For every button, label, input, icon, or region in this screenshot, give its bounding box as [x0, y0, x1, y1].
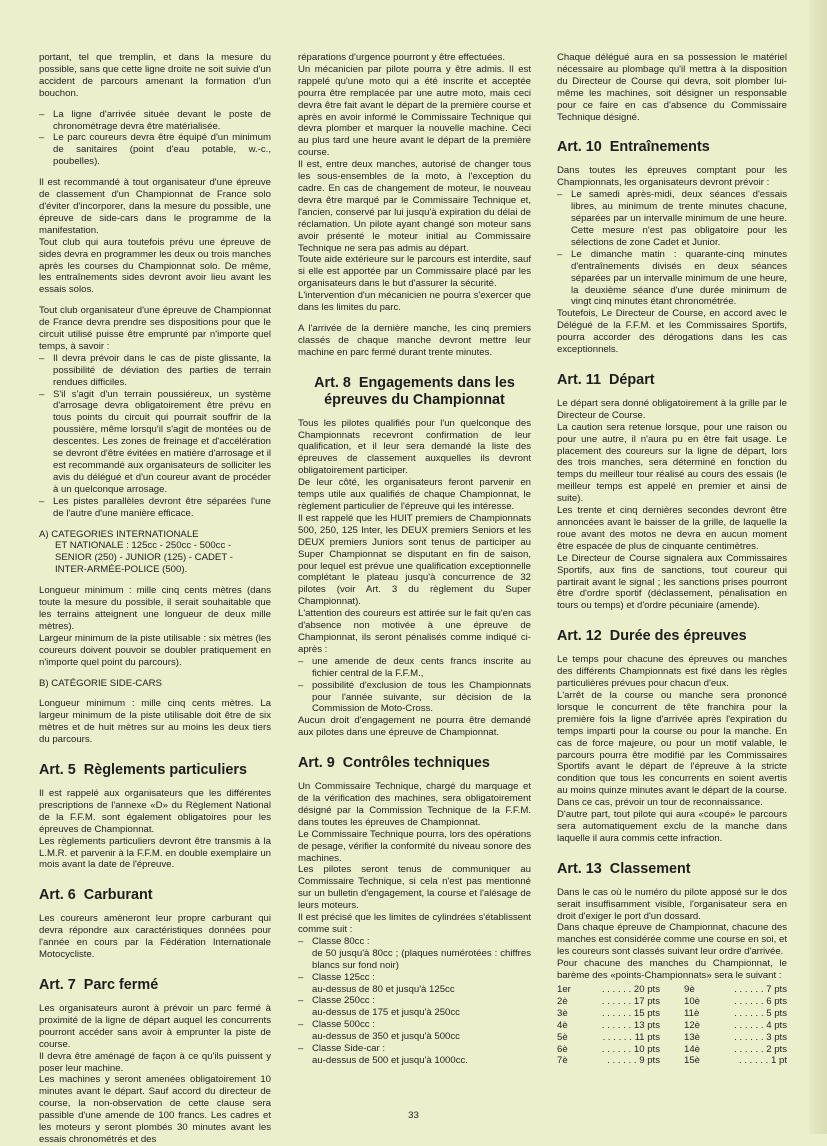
- points-table: [557, 984, 787, 1067]
- list-item: – Classe 125cc :: [298, 971, 375, 983]
- paragraph: Les règlements particuliers devront être transmis à la L.M.R. et parvenir à la F.F.M. en double exemplaire un mois avant la date de l'épreuve.: [39, 835, 271, 871]
- column-right: [557, 52, 787, 1067]
- category-b-title: B) CATÉGORIE SIDE-CARS: [39, 677, 162, 689]
- paragraph: Le départ sera donné obligatoirement à la grille par le Directeur de Course.: [557, 397, 787, 421]
- paragraph: réparations d'urgence pourront y être effectuées.: [298, 52, 505, 63]
- list-item: – Classe 500cc :: [298, 1019, 375, 1031]
- class-description: au-dessus de 350 et jusqu'à 500cc: [312, 1031, 460, 1043]
- paragraph: Il est précisé que les limites de cylindrées s'établissent comme suit :: [298, 912, 531, 935]
- table-row: 5è . . . . . . 11 pts: [557, 1031, 660, 1043]
- dash-list: [557, 189, 787, 308]
- paragraph: Les machines y seront amenées obligatoirement 10 minutes avant le départ. Sauf accord du directeur de course, la non-observation de cette clause sera passible d'une amende de 100 francs. Les cadres et les moteurs y seront plombés 30 minutes avant les essais chronométrés et des: [39, 1074, 271, 1145]
- dash-list: [39, 353, 271, 520]
- category-a-title: A) CATEGORIES INTERNATIONALE: [39, 528, 199, 540]
- dash-bullet-icon: –: [298, 935, 304, 947]
- dash-bullet-icon: –: [39, 108, 45, 120]
- dash-list: [39, 109, 271, 169]
- paragraph: Longueur minimum : mille cinq cents mètres. La largeur minimum de la piste utilisable doit être de six mètres et de huit mètres sur au moins les deux tiers du parcours.: [39, 698, 271, 746]
- dash-bullet-icon: –: [298, 655, 304, 667]
- class-description: au-dessus de 500 et jusqu'à 1000cc.: [312, 1054, 468, 1066]
- table-row: 12è . . . . . . 4 pts: [684, 1019, 787, 1031]
- table-row: 11è . . . . . . 5 pts: [684, 1007, 787, 1019]
- dash-bullet-icon: –: [557, 248, 563, 260]
- paragraph: Tous les pilotes qualifiés pour l'un quelconque des Championnats recevront confirmation de leur qualification, et il leur sera demandé la liste des épreuves de classement auxquelles ils devront obligatoirement participer.: [298, 417, 531, 477]
- paragraph: Dans le cas où le numéro du pilote apposé sur le dos serait insuffisamment visible, l'organisateur sera en droit d'exiger le port d'un dossard.: [557, 886, 787, 922]
- dash-bullet-icon: –: [39, 132, 45, 144]
- dash-bullet-icon: –: [298, 971, 304, 983]
- page-edge-shadow: [809, 0, 827, 1134]
- list-item: – La ligne d'arrivée située devant le poste de chronométrage devra être matérialisée.: [39, 108, 271, 132]
- paragraph: Le Directeur de Course signalera aux Commissaires Sportifs, aux fins de sanctions, tout coureur qui partirait avant le signal ; les sanctions prises pourront être d'ordre sportif (déclassement, pénalisation en tours ou temps) et d'ordre pécuniaire (amende).: [557, 552, 787, 612]
- dash-bullet-icon: –: [39, 388, 45, 400]
- list-item: – Classe 80cc :: [298, 935, 370, 947]
- table-row: 3è . . . . . . 15 pts: [557, 1007, 660, 1019]
- class-description: au-dessus de 175 et jusqu'à 250cc: [312, 1007, 460, 1019]
- class-description: de 50 jusqu'à 80cc ; (plaques numérotées : chiffres blancs sur fond noir): [312, 947, 531, 971]
- paragraph: L'attention des coureurs est attirée sur le fait qu'en cas d'absence non motivée à une épreuve de Championnat, ils seront pénalisés comme indiqué ci-après :: [298, 608, 531, 655]
- table-row: 14è . . . . . . 2 pts: [684, 1043, 787, 1055]
- list-item: – Les pistes parallèles devront être séparées l'une de l'autre d'une manière efficace.: [39, 495, 271, 519]
- paragraph: Il est rappelé aux organisateurs que les différentes prescriptions de l'annexe «D» du Règlement National de la F.F.M. sont également obligatoires pour les épreuves de Championnat.: [39, 788, 271, 835]
- category-a-classes: ET NATIONALE : 125cc - 250cc - 500cc - SENIOR (250) - JUNIOR (125) - CADET - INTER-ARMÉE-POLICE (500).: [55, 540, 233, 576]
- table-row: 15è . . . . . . 1 pt: [684, 1055, 787, 1067]
- dash-bullet-icon: –: [298, 995, 304, 1007]
- article-8-heading: Art. 8 Engagements dans les épreuves du Championnat: [314, 374, 515, 408]
- paragraph: Les organisateurs auront à prévoir un parc fermé à proximité de la ligne de départ auquel les concurrents pourront accéder sans avoir à emprunter la piste de course.: [39, 1003, 271, 1050]
- article-13-heading: Art. 13 Classement: [557, 860, 691, 877]
- table-row: 6è . . . . . . 10 pts: [557, 1043, 660, 1055]
- table-row: 1er . . . . . . 20 pts: [557, 984, 660, 995]
- paragraph: Le temps pour chacune des épreuves ou manches des différents Championnats est fixé dans les règles particulières prévues pour chacun d'eux.: [557, 654, 787, 690]
- paragraph: Toutefois, Le Directeur de Course, en accord avec le Délégué de la F.F.M. et les Commissaires Sportifs, pourra accorder des dérogations dans les cas exceptionnels.: [557, 308, 787, 356]
- dash-bullet-icon: –: [39, 495, 45, 507]
- paragraph: Dans toutes les épreuves comptant pour les Championnats, les organisateurs devront prévoir :: [557, 165, 787, 189]
- dash-bullet-icon: –: [557, 189, 563, 201]
- dash-bullet-icon: –: [298, 1019, 304, 1031]
- paragraph: Un Commissaire Technique, chargé du marquage et de la vérification des machines, sera obligatoirement désigné par la Commission Technique de la F.F.M. dans toutes les épreuves de Championnat.: [298, 781, 531, 828]
- paragraph: L'arrêt de la course ou manche sera prononcé lorsque le concurrent de tête franchira pour la première fois la ligne d'arrivée après l'expiration du temps imparti pour la course ou pour la manche. En cas de force majeure, ou pour un motif valable, le parcours pourra être modifié par les Commissaires Sportifs avant le départ de l'épreuve à la stricte condition que tous les concurrents en soient avertis au moins quinze minutes avant le départ de la course. Dans ce cas, prévoir un tour de reconnaissance.: [557, 689, 787, 809]
- paragraph: La caution sera retenue lorsque, pour une raison ou pour une autre, il n'aura pu en être fait usage. Le placement des coureurs sur la ligne de départ, lors des trois manches, sera déterminé en fonction du temps du meilleur tour réalisé au cours des essais (le meilleur temps est appelé en premier et ainsi de suite).: [557, 421, 787, 505]
- article-10-heading: Art. 10 Entraînements: [557, 139, 710, 156]
- paragraph: De leur côté, les organisateurs feront parvenir en temps utile aux qualifiés de chaque Championnat, le règlement particulier de l'épreuve qui les intéresse.: [298, 477, 531, 512]
- table-row: 13è . . . . . . 3 pts: [684, 1031, 787, 1043]
- paragraph: A l'arrivée de la dernière manche, les cinq premiers classés de chaque manche devront mettre leur machine en parc fermé durant trente minutes.: [298, 322, 531, 358]
- paragraph: Il est recommandé à tout organisateur d'une épreuve de classement d'un Championnat de France solo d'éviter d'incorporer, dans la mesure du possible, une épreuve de side-cars dans le programme de la manifestation.: [39, 177, 271, 236]
- class-description: au-dessus de 80 et jusqu'à 125cc: [312, 983, 455, 995]
- dash-bullet-icon: –: [298, 679, 304, 691]
- paragraph: Pour chacune des manches du Championnat, le barème des «points-Championnats» sera le suivant :: [557, 958, 787, 982]
- paragraph: L'intervention d'un mécanicien ne pourra s'exercer que dans les limites du parc.: [298, 290, 531, 314]
- paragraph: Un mécanicien par pilote pourra y être admis. Il est rappelé qu'une moto qui a été inscrite et acceptée pourra être remplacée par une autre moto, mais ceci devra être fait avant le départ de la première course et après en avoir informé le Commissaire Technique qui devra plomber et marquer la nouvelle machine. Ceci au plus tard une heure avant le départ de la première course.: [298, 63, 531, 159]
- article-7-heading: Art. 7 Parc fermé: [39, 977, 159, 993]
- points-column-left: [557, 984, 660, 1067]
- table-row: 9è . . . . . . 7 pts: [684, 984, 787, 995]
- paragraph: Tout club organisateur d'une épreuve de Championnat de France devra prendre ses dispositions pour que le circuit utilisé puisse être emprunté par n'importe quel temps, à savoir :: [39, 305, 271, 352]
- article-11-heading: Art. 11 Départ: [557, 371, 655, 388]
- category-a-block: [39, 529, 271, 577]
- article-5-heading: Art. 5 Règlements particuliers: [39, 762, 247, 779]
- list-item: – Le parc coureurs devra être équipé d'un minimum de sanitaires (point d'eau potable, w.-c., poubelles).: [39, 132, 271, 168]
- dash-list: [298, 656, 531, 716]
- paragraph: Chaque délégué aura en sa possession le matériel nécessaire au plombage qu'il mettra à la disposition du Directeur de Course qui devra, soit plomber lui-même les machines, soit désigner un responsable pour ce faire en cas d'absence du Commissaire Technique désigné.: [557, 52, 787, 123]
- paragraph: Les pilotes seront tenus de communiquer au Commissaire Technique, si cela n'est pas mentionné sur un bulletin d'engagement, la course et l'alésage de leurs moteurs.: [298, 864, 531, 912]
- paragraph: Largeur minimum de la piste utilisable : six mètres (les coureurs doivent pouvoir se doubler pratiquement en n'importe quel point du parcours).: [39, 632, 271, 668]
- cylinder-class-list: [298, 936, 531, 1067]
- list-item: – Classe Side-car :: [298, 1043, 386, 1055]
- paragraph: portant, tel que tremplin, et dans la mesure du possible, sans que cette ligne droite ne soit suivie d'un accident de parcours amenant la formation d'un bouchon.: [39, 52, 271, 99]
- paragraph: Aucun droit d'engagement ne pourra être demandé aux pilotes dans une épreuve de Championnat.: [298, 715, 531, 739]
- list-item: – une amende de deux cents francs inscrite au fichier central de la F.F.M.,: [298, 655, 531, 679]
- column-middle: [298, 52, 531, 1067]
- paragraph: Longueur minimum : mille cinq cents mètres (dans toute la mesure du possible, il serait souhaitable que les terrains atteignent une longueur de deux mille mètres).: [39, 585, 271, 632]
- article-12-heading: Art. 12 Durée des épreuves: [557, 628, 747, 645]
- table-row: 2è . . . . . . 17 pts: [557, 995, 660, 1007]
- points-column-right: [684, 984, 787, 1067]
- list-item: – possibilité d'exclusion de tous les Championnats pour l'année suivante, sur décision de la Commission de Moto-Cross.: [298, 679, 531, 715]
- table-row: 4è . . . . . . 13 pts: [557, 1019, 660, 1031]
- paragraph: Il est rappelé que les HUIT premiers de Championnats 500, 250, 125 Inter, les DEUX premiers Seniors et les DEUX premiers Juniors sont tenus de participer au Super Championnat se disputant en fin de saison, pour lequel est prévue une qualification exceptionnelle complétant le plateau jusqu'à concurrence de 32 pilotes (voir Art. 3 du règlement du Super Championnat).: [298, 512, 531, 608]
- paragraph: D'autre part, tout pilote qui aura «coupé» le parcours sera automatiquement exclu de la manche dans laquelle il aura commis cette infraction.: [557, 809, 787, 844]
- table-row: 10è . . . . . . 6 pts: [684, 995, 787, 1007]
- paragraph: Il devra être aménagé de façon à ce qu'ils puissent y poser leur machine.: [39, 1050, 271, 1074]
- table-row: 7è . . . . . . 9 pts: [557, 1055, 660, 1067]
- list-item: – Classe 250cc :: [298, 995, 375, 1007]
- list-item: – Le dimanche matin : quarante-cinq minutes d'entraînements divisés en deux séances séparées par un intervalle minimum de une heure, la deuxième séance d'une durée minimum de vingt cinq minutes étant chronométrée.: [557, 248, 787, 308]
- dash-bullet-icon: –: [298, 1043, 304, 1055]
- paragraph: Les coureurs amèneront leur propre carburant qui devra répondre aux caractéristiques données pour l'année en cours par la Fédération Internationale Motocycliste.: [39, 913, 271, 961]
- paragraph: Les trente et cinq dernières secondes devront être annoncées avant le baisser de la grille, de laquelle la roue avant des motos ne devra en aucun moment être espacée de plus de cinquante centimètres.: [557, 505, 787, 552]
- page-number: 33: [408, 1110, 419, 1121]
- dash-bullet-icon: –: [39, 352, 45, 364]
- paragraph: Toute aide extérieure sur le parcours est interdite, sauf si elle est apportée par un Commissaire placé par les organisateurs dans le but d'assurer la sécurité.: [298, 254, 531, 290]
- paragraph: Dans chaque épreuve de Championnat, chacune des manches est considérée comme une course en soi, et les coureurs sont classés suivant leur ordre d'arrivée.: [557, 922, 787, 958]
- list-item: – Il devra prévoir dans le cas de piste glissante, la possibilité de déviation des parties de terrain rendues difficiles.: [39, 352, 271, 388]
- paragraph: Il est, entre deux manches, autorisé de changer tous les sous-ensembles de la moto, à l'exception du cadre. En cas de changement de moteur, le nouveau devra être marqué par le Commissaire Technique et, l'ancien, conservé par lui jusqu'à expiration du délai de réclamation. Un pilote ayant changé son moteur sans avoir présenté le moteur initial au Commissaire Technique ne sera pas admis au départ.: [298, 159, 531, 254]
- article-6-heading: Art. 6 Carburant: [39, 887, 153, 904]
- list-item: – S'il s'agit d'un terrain poussiéreux, un système d'arrosage devra obligatoirement être prévu en tous points du circuit qui pourrait souffrir de la poussière, même lorsqu'il s'agit de montées ou de descentes. Les zones de freinage et d'accélération se devront d'être évitées en matière d'arrosage et il est recommandé aux organisateurs de solliciter les avis du délégué et d'un coureur avant de procéder à un quelconque arrosage.: [39, 388, 271, 495]
- column-left: [39, 52, 271, 1146]
- list-item: – Le samedi après-midi, deux séances d'essais libres, au minimum de trente minutes chacune, séparées par un intervalle minimum de une heure. Cette mesure n'est pas obligatoire pour les sélections de zone Cadet et Junior.: [557, 189, 787, 248]
- paragraph: Tout club qui aura toutefois prévu une épreuve de sides devra en programmer les deux ou trois manches après les courses du Championnat solo. De même, les entraînements sides devront avoir lieu avant les essais solos.: [39, 236, 271, 296]
- paragraph: Le Commissaire Technique pourra, lors des opérations de pesage, vérifier la conformité du niveau sonore des machines.: [298, 828, 531, 864]
- article-9-heading: Art. 9 Contrôles techniques: [298, 755, 490, 772]
